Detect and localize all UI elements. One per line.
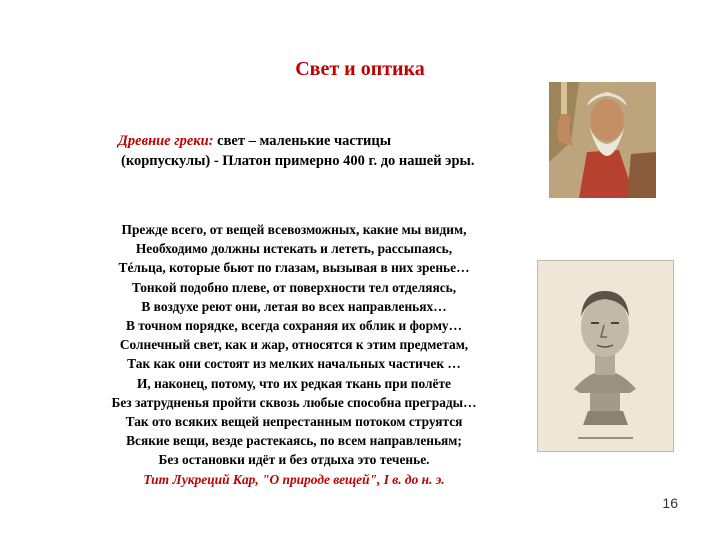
intro-lead: Древние греки:	[118, 133, 214, 149]
poem-line: Необходимо должны истекать и лететь, рассыпаясь,	[135, 241, 453, 257]
intro-text	[118, 131, 528, 171]
poem-line: Всякие вещи, везде растекаясь, по всем направленьям;	[126, 433, 462, 449]
poem-line: Тонкой подобно плеве, от поверхности тел отделяясь,	[131, 279, 457, 295]
poem-line: Без затрудненья пройти сквозь любые способна преграды…	[111, 394, 477, 410]
poem-line: В воздухе реют они, летая во всех направленьях…	[141, 298, 447, 314]
intro-line-2: (корпускулы) - Платон примерно 400 г. до нашей эры.	[121, 153, 475, 169]
poem-line: Прежде всего, от вещей всевозможных, какие мы видим,	[121, 222, 467, 237]
poem-line: И, наконец, потому, что их редкая ткань при полёте	[137, 375, 451, 391]
poem-line: Так ото всяких вещей непрестанным потоком струятся	[125, 414, 463, 430]
intro-line-1	[118, 131, 528, 151]
poem-line: Так как они состоят из мелких начальных частичек …	[127, 356, 461, 372]
page-number: 16	[662, 495, 678, 511]
poem-citation: Тит Лукреций Кар, "О природе вещей", I в. до н. э.	[143, 471, 445, 487]
poem-line: Солнечный свет, как и жар, относятся к этим предметам,	[119, 337, 469, 353]
poem-block	[60, 220, 528, 490]
poem-line: В точном порядке, всегда сохраняя их облик и форму…	[125, 318, 463, 334]
poem-line: Без остановки идёт и без отдыха это теченье.	[158, 452, 430, 468]
slide-title: Свет и оптика	[295, 58, 425, 80]
plato-portrait-image	[549, 82, 656, 198]
poem-line: Тéльца, которые бьют по глазам, вызывая в них зренье…	[118, 260, 470, 276]
lucretius-bust-image	[537, 260, 674, 452]
intro-line-1-rest: свет – маленькие частицы	[213, 133, 392, 149]
